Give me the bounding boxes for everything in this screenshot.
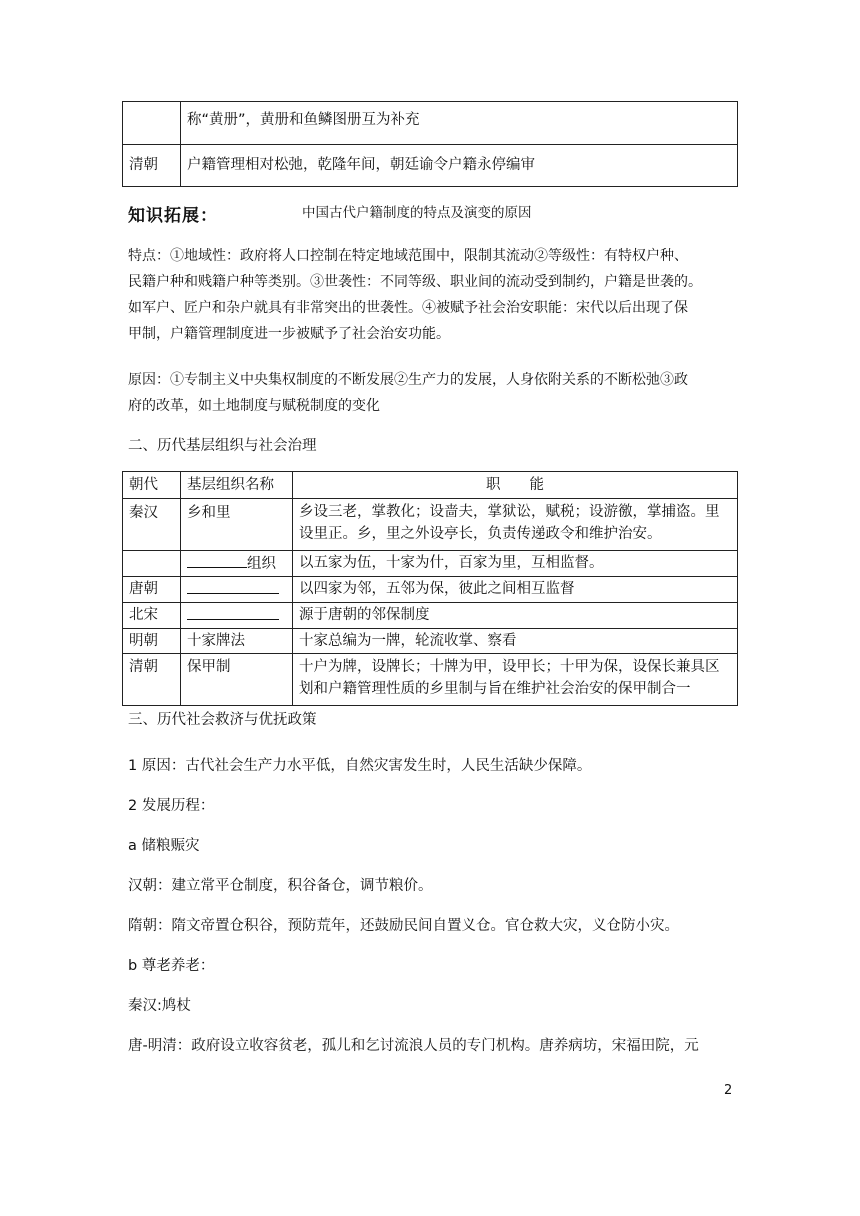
- header-org: 基层组织名称: [181, 472, 293, 499]
- org-cell: 乡和里: [181, 499, 293, 551]
- dynasty-cell: 清朝: [123, 654, 181, 706]
- content-cell: 户籍管理相对松弛，乾隆年间，朝廷谕令户籍永停编审: [181, 145, 738, 187]
- text-line: 如军户、匠户和杂户就具有非常突出的世袭性。④被赋予社会治安职能：宋代以后出现了保: [128, 300, 688, 316]
- dynasty-cell: 明朝: [123, 629, 181, 654]
- text-line: 民籍户种和贱籍户种等类别。③世袭性：不同等级、职业间的流动受到制约，户籍是世袭的。: [128, 274, 702, 290]
- table-row: [123, 499, 738, 551]
- paragraph: 汉朝：建立常平仓制度，积谷备仓，调节粮价。: [128, 878, 433, 894]
- text-line: 划和户籍管理性质的乡里制与旨在维护社会治安的保甲制合一: [299, 681, 691, 697]
- paragraph: a 储粮赈灾: [128, 838, 200, 854]
- text-line: 府的改革，如土地制度与赋税制度的变化: [128, 398, 380, 414]
- org-cell: 十家牌法: [181, 629, 293, 654]
- dynasty-cell: 唐朝: [123, 577, 181, 603]
- paragraph: 1 原因：古代社会生产力水平低，自然灾害发生时，人民生活缺少保障。: [128, 758, 592, 774]
- knowledge-heading: 知识拓展：: [128, 206, 218, 226]
- grassroots-organization-table: [122, 471, 738, 706]
- section3-title: 三、历代社会救济与优抚政策: [128, 712, 317, 728]
- text-line: 十户为牌，设牌长；十牌为甲，设甲长；十甲为保，设保长兼具区: [299, 659, 720, 675]
- org-cell: [181, 551, 293, 577]
- knowledge-subtitle: 中国古代户籍制度的特点及演变的原因: [302, 205, 532, 221]
- table-row: [123, 603, 738, 629]
- dynasty-cell: 秦汉: [123, 499, 181, 551]
- text-line: 特点：①地域性：政府将人口控制在特定地域范围中，限制其流动②等级性：有特权户种、: [128, 248, 688, 264]
- function-cell: 以五家为伍，十家为什，百家为里，互相监督。: [293, 551, 738, 577]
- dynasty-cell: 北宋: [123, 603, 181, 629]
- reasons-paragraph: [128, 367, 688, 419]
- header-function: 职 能: [293, 472, 738, 499]
- table-row: [123, 654, 738, 706]
- table-header-row: [123, 472, 738, 499]
- table-row: [123, 551, 738, 577]
- dynasty-cell: [123, 102, 181, 145]
- org-cell: 保甲制: [181, 654, 293, 706]
- page-number: 2: [724, 1083, 733, 1098]
- paragraph: 唐-明清：政府设立收容贫老，孤儿和乞讨流浪人员的专门机构。唐养病坊，宋福田院，元: [128, 1038, 699, 1054]
- text-line: 原因：①专制主义中央集权制度的不断发展②生产力的发展，人身依附关系的不断松弛③政: [128, 372, 688, 388]
- content-cell: 称“黄册”，黄册和鱼鳞图册互为补充: [181, 102, 738, 145]
- header-dynasty: 朝代: [123, 472, 181, 499]
- function-cell: 以四家为邻，五邻为保，彼此之间相互监督: [293, 577, 738, 603]
- paragraph: 隋朝：隋文帝置仓积谷，预防荒年，还鼓励民间自置义仓。官仓救大灾，义仓防小灾。: [128, 918, 679, 934]
- household-registry-table: [122, 101, 738, 187]
- text-line: 甲制，户籍管理制度进一步被赋予了社会治安功能。: [128, 326, 450, 342]
- org-cell: [181, 603, 293, 629]
- dynasty-cell: 清朝: [123, 145, 181, 187]
- fill-in-blank[interactable]: [187, 579, 279, 594]
- table-row: [123, 577, 738, 603]
- org-suffix: 组织: [247, 556, 276, 572]
- table-row: [123, 145, 738, 187]
- fill-in-blank[interactable]: [187, 605, 279, 620]
- function-cell: [293, 499, 738, 551]
- paragraph: 秦汉:鸠杖: [128, 998, 191, 1014]
- text-line: 设里正。乡，里之外设亭长，负责传递政令和维护治安。: [299, 526, 662, 542]
- table-row: [123, 629, 738, 654]
- org-cell: [181, 577, 293, 603]
- section2-title: 二、历代基层组织与社会治理: [128, 438, 317, 454]
- dynasty-cell: [123, 551, 181, 577]
- function-cell: 十家总编为一牌，轮流收掌、察看: [293, 629, 738, 654]
- table-row: [123, 102, 738, 145]
- fill-in-blank[interactable]: [187, 553, 247, 568]
- text-line: 乡设三老，掌教化；设啬夫，掌狱讼，赋税；设游徼，掌捕盗。里: [299, 504, 720, 520]
- function-cell: 源于唐朝的邻保制度: [293, 603, 738, 629]
- paragraph: 2 发展历程：: [128, 798, 215, 814]
- features-paragraph: [128, 243, 702, 347]
- function-cell: [293, 654, 738, 706]
- paragraph: b 尊老养老：: [128, 958, 215, 974]
